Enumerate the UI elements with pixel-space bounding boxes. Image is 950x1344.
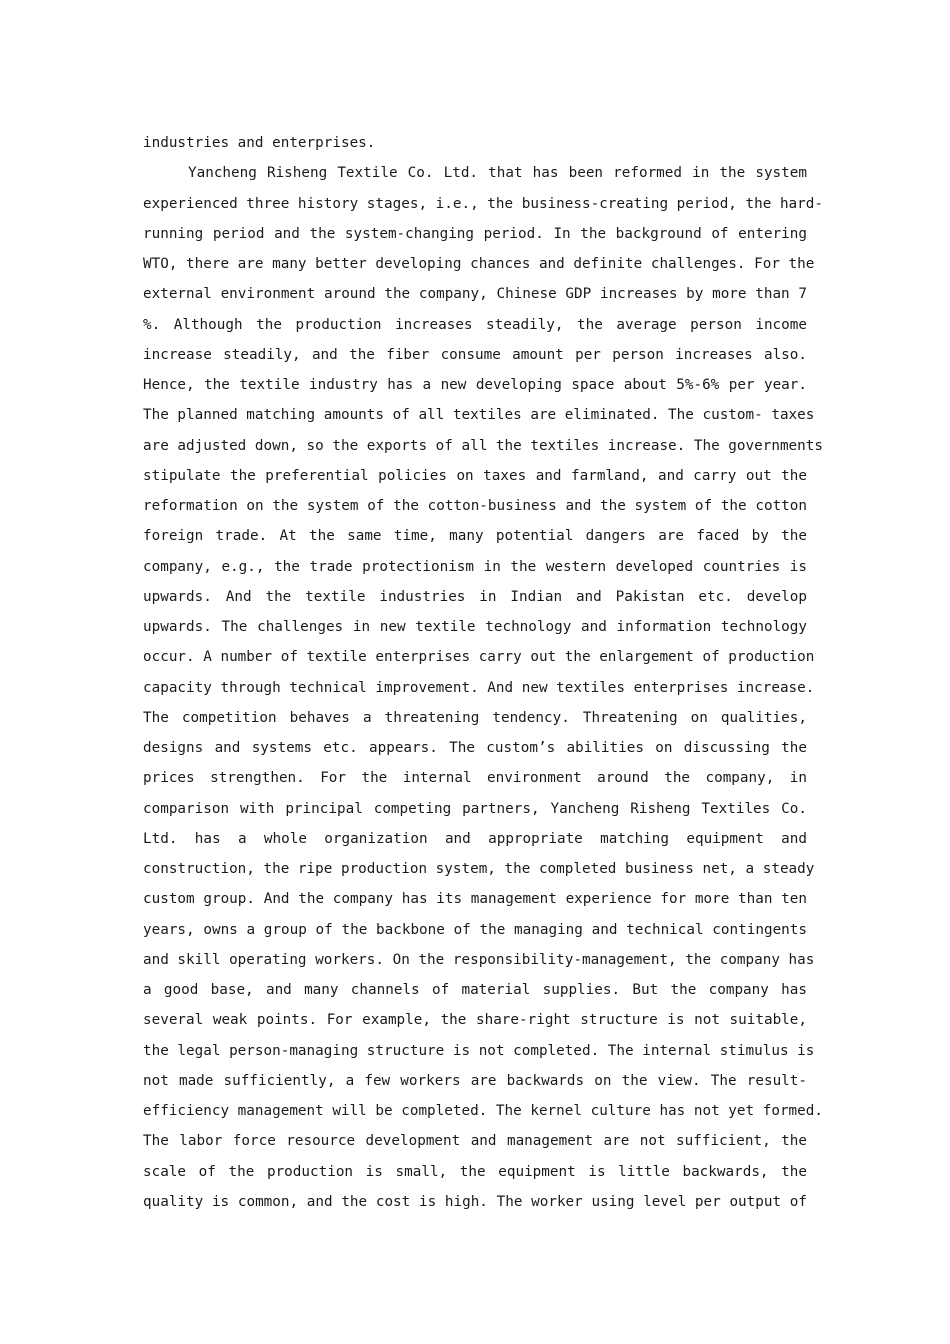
text-line: The planned matching amounts of all textiles are eliminated. The custom- taxes bbox=[143, 407, 815, 424]
text-line: the legal person-managing structure is not completed. The internal stimulus is bbox=[143, 1042, 815, 1059]
text-line: Ltd. has a whole organization and appropriate matching equipment and bbox=[143, 830, 807, 847]
text-line: are adjusted down, so the exports of all the textiles increase. The governments bbox=[143, 437, 823, 454]
body-text bbox=[143, 128, 823, 1217]
text-line: upwards. The challenges in new textile technology and information technology bbox=[143, 619, 807, 635]
text-line: prices strengthen. For the internal environment around the company, in bbox=[143, 770, 807, 787]
text-line: external environment around the company, Chinese GDP increases by more than 7 bbox=[143, 286, 807, 303]
text-line: construction, the ripe production system, the completed business net, a steady bbox=[143, 861, 815, 877]
text-line: years, owns a group of the backbone of the managing and technical contingents bbox=[143, 921, 807, 938]
text-line: WTO, there are many better developing chances and definite challenges. For the bbox=[143, 256, 815, 272]
text-line: The labor force resource development and management are not sufficient, the bbox=[143, 1133, 807, 1150]
text-line: company, e.g., the trade protectionism in the western developed countries is bbox=[143, 558, 807, 575]
text-line: and skill operating workers. On the responsibility-management, the company has bbox=[143, 951, 815, 968]
text-line: efficiency management will be completed. The kernel culture has not yet formed. bbox=[143, 1103, 823, 1119]
text-line: designs and systems etc. appears. The custom’s abilities on discussing the bbox=[143, 740, 807, 756]
text-line: not made sufficiently, a few workers are backwards on the view. The result- bbox=[143, 1072, 807, 1089]
text-line: upwards. And the textile industries in Indian and Pakistan etc. develop bbox=[143, 588, 807, 605]
text-line: experienced three history stages, i.e., the business-creating period, the hard- bbox=[143, 195, 823, 212]
text-line: reformation on the system of the cotton-business and the system of the cotton bbox=[143, 498, 807, 514]
text-line: a good base, and many channels of material supplies. But the company has bbox=[143, 982, 807, 998]
text-line: stipulate the preferential policies on taxes and farmland, and carry out the bbox=[143, 467, 807, 484]
text-line: foreign trade. At the same time, many potential dangers are faced by the bbox=[143, 528, 807, 545]
text-line: quality is common, and the cost is high. The worker using level per output of bbox=[143, 1193, 807, 1210]
text-line: several weak points. For example, the share-right structure is not suitable, bbox=[143, 1012, 807, 1029]
text-line: The competition behaves a threatening tendency. Threatening on qualities, bbox=[143, 709, 807, 726]
text-line: industries and enterprises. bbox=[143, 135, 376, 151]
text-line: %. Although the production increases steadily, the average person income bbox=[143, 316, 807, 333]
paragraph-first-line: Yancheng Risheng Textile Co. Ltd. that has been reformed in the system bbox=[188, 165, 807, 182]
text-line: capacity through technical improvement. And new textiles enterprises increase. bbox=[143, 679, 815, 696]
text-line: custom group. And the company has its management experience for more than ten bbox=[143, 891, 807, 908]
text-line: occur. A number of textile enterprises carry out the enlargement of production bbox=[143, 649, 815, 666]
text-line: comparison with principal competing partners, Yancheng Risheng Textiles Co. bbox=[143, 800, 807, 817]
text-line: running period and the system-changing period. In the background of entering bbox=[143, 225, 807, 242]
text-line: scale of the production is small, the equipment is little backwards, the bbox=[143, 1163, 807, 1180]
text-line: increase steadily, and the fiber consume amount per person increases also. bbox=[143, 346, 807, 363]
text-line: Hence, the textile industry has a new developing space about 5%-6% per year. bbox=[143, 377, 807, 393]
